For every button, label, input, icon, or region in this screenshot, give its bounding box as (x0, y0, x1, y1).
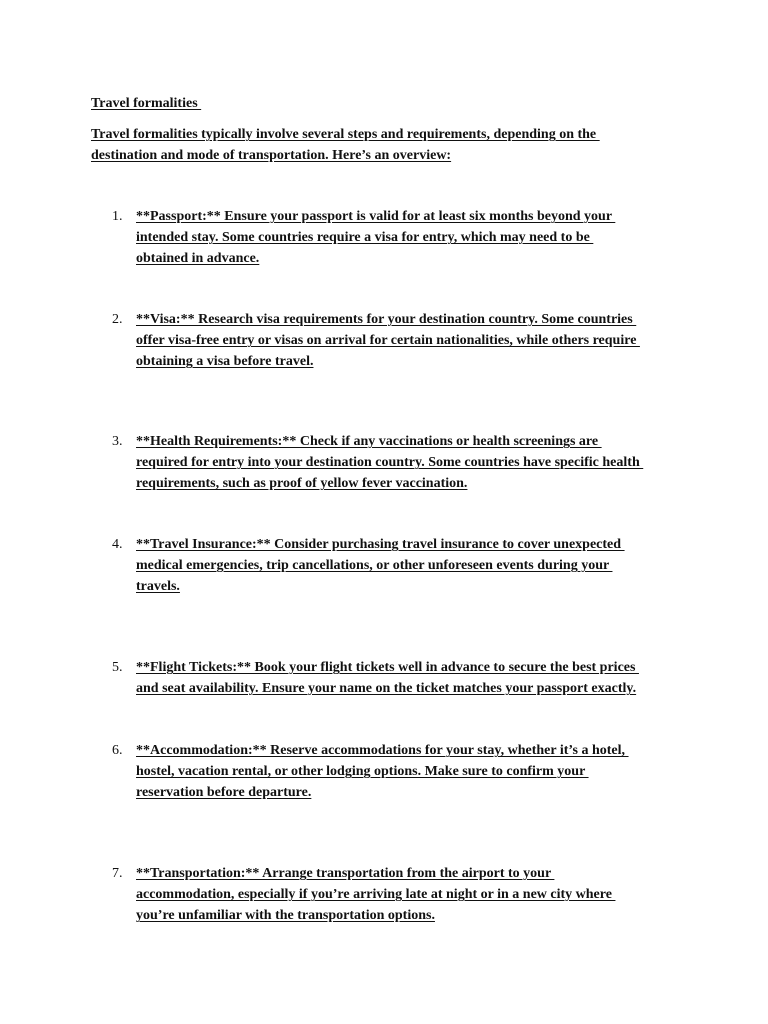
list-item-line: reservation before departure. (136, 785, 312, 800)
document-title: Travel formalities (91, 96, 202, 111)
list-item-text (136, 206, 696, 269)
list-item-line: **Visa:** Research visa requirements for your destination country. Some countries (136, 312, 637, 327)
list-item-number: 3. (112, 434, 123, 449)
list-item-line: **Travel Insurance:** Consider purchasing travel insurance to cover unexpected (136, 537, 625, 552)
list-item-number: 2. (112, 312, 123, 327)
intro-line: Travel formalities typically involve several steps and requirements, depending on the (91, 127, 600, 142)
list-item-line: travels. (136, 579, 180, 594)
list-item-line: you’re unfamiliar with the transportation options. (136, 908, 435, 923)
list-item-text (136, 657, 696, 699)
list-item-line: **Accommodation:** Reserve accommodations for your stay, whether it’s a hotel, (136, 743, 629, 758)
list-item-line: offer visa-free entry or visas on arrival for certain nationalities, while others require (136, 333, 640, 348)
list-item-line: hostel, vacation rental, or other lodging options. Make sure to confirm your (136, 764, 589, 779)
list-item-line: obtaining a visa before travel. (136, 354, 314, 369)
list-item-line: **Transportation:** Arrange transportation from the airport to your (136, 866, 555, 881)
list-item-text (136, 534, 696, 597)
list-item-line: required for entry into your destination country. Some countries have specific health (136, 455, 644, 470)
list-item-number: 1. (112, 209, 123, 224)
list-item-text (136, 863, 696, 926)
list-item-line: and seat availability. Ensure your name on the ticket matches your passport exactly. (136, 681, 637, 696)
list-item-text (136, 740, 696, 803)
list-item-number: 5. (112, 660, 123, 675)
list-item-line: **Flight Tickets:** Book your flight tickets well in advance to secure the best prices (136, 660, 639, 675)
list-item-text (136, 431, 696, 494)
list-item-line: requirements, such as proof of yellow fever vaccination. (136, 476, 468, 491)
list-item-line: **Health Requirements:** Check if any vaccinations or health screenings are (136, 434, 602, 449)
list-item-number: 6. (112, 743, 123, 758)
list-item-text (136, 309, 696, 372)
intro-paragraph (91, 124, 691, 166)
list-item-line: obtained in advance. (136, 251, 260, 266)
intro-line: destination and mode of transportation. Here’s an overview: (91, 148, 452, 163)
list-item-line: medical emergencies, trip cancellations, or other unforeseen events during your (136, 558, 613, 573)
list-item-number: 7. (112, 866, 123, 881)
list-item-line: intended stay. Some countries require a visa for entry, which may need to be (136, 230, 594, 245)
list-item-number: 4. (112, 537, 123, 552)
list-item-line: accommodation, especially if you’re arriving late at night or in a new city where (136, 887, 616, 902)
list-item-line: **Passport:** Ensure your passport is valid for at least six months beyond your (136, 209, 616, 224)
